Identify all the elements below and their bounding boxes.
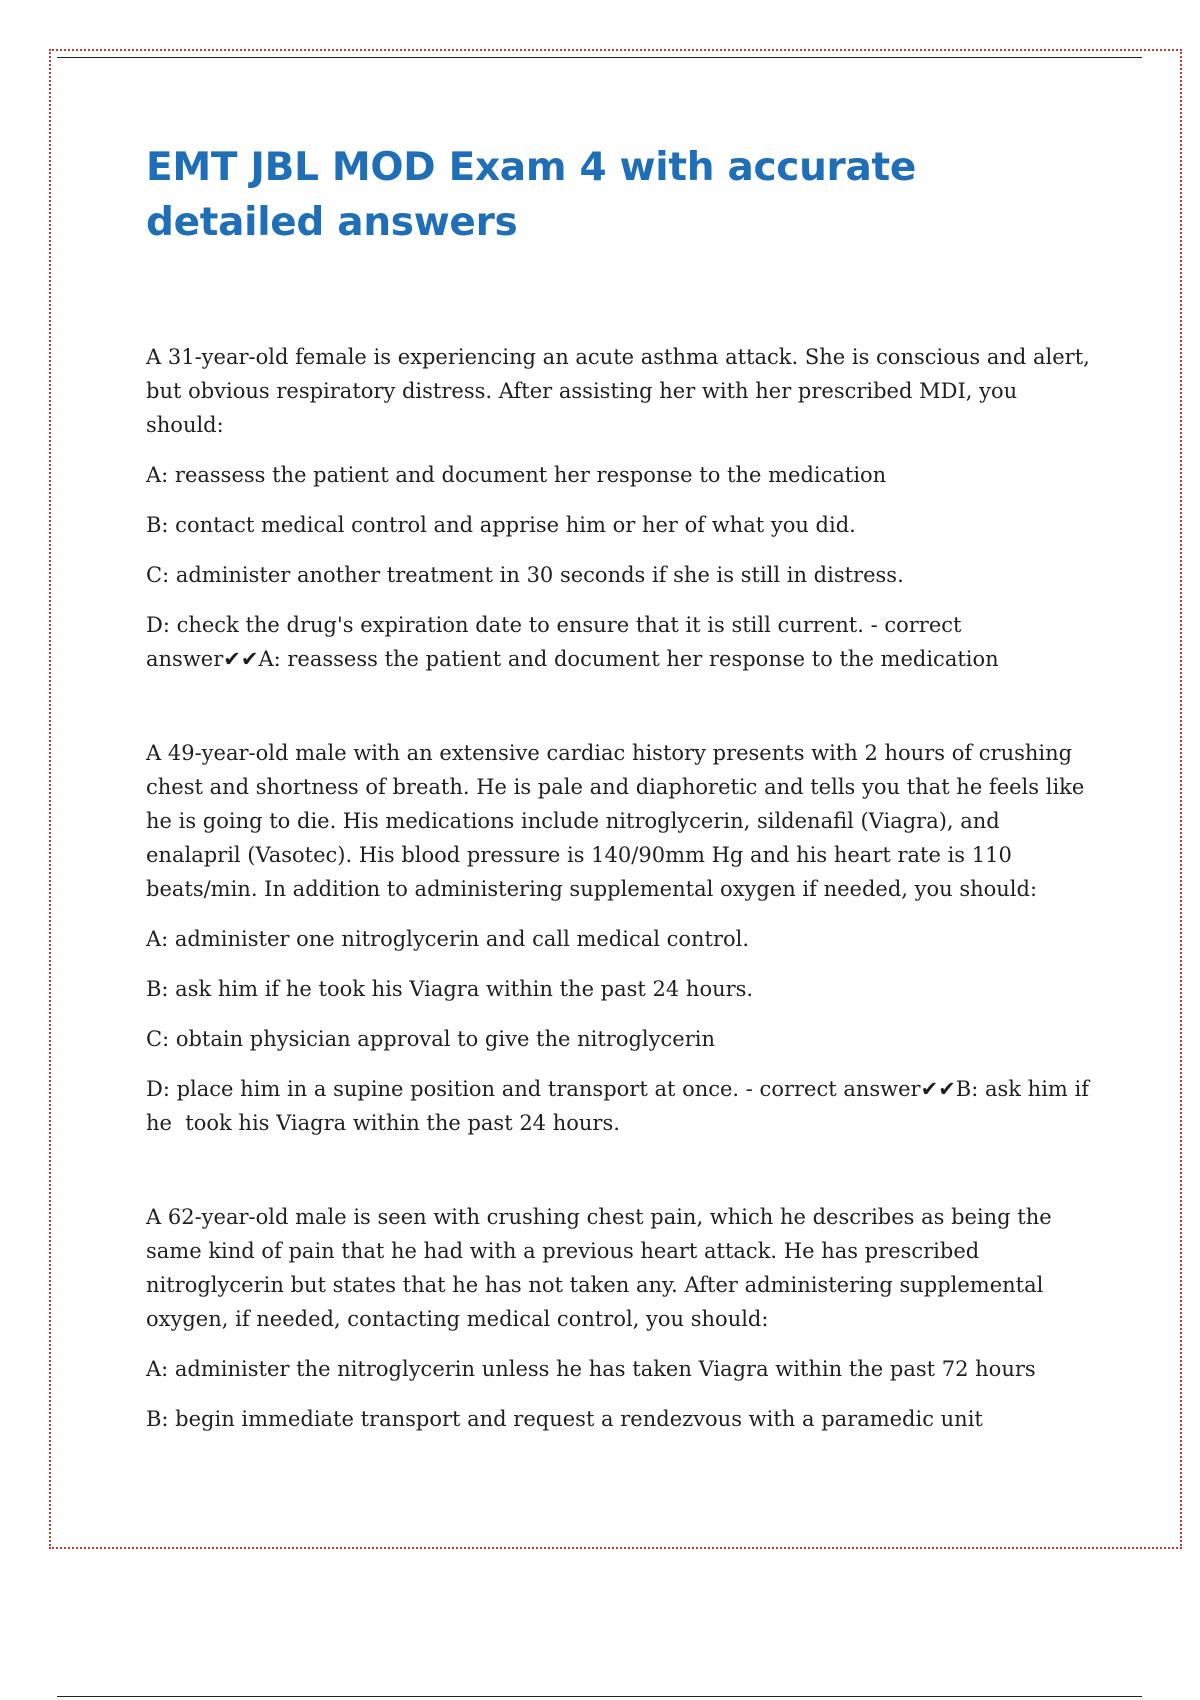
title-line-2: detailed answers <box>146 200 518 245</box>
question-2-stem: A 49-year-old male with an extensive cardiac history presents with 2 hours of crushing chest and shortness of breath. He is pale and diaphoretic and tells you that he feels like he is going to die. His medications include nitroglycerin, sildenafil (Viagra), and enalapril (Vasotec). His blood pressure is 140/90mm Hg and his heart rate is 110 beats/min. In addition to administering supplemental oxygen if needed, you should: <box>146 741 1085 901</box>
question-1-option-d-answer: D: check the drug's expiration date to ensure that it is still current. - correct answer✔✔A: reassess the patient and document her response to the medication <box>146 613 999 671</box>
question-1-option-b: B: contact medical control and apprise him or her of what you did. <box>146 513 856 537</box>
header-rule <box>57 57 1142 58</box>
title-line-1: EMT JBL MOD Exam 4 with accurate <box>146 145 917 190</box>
question-2-option-d-answer: D: place him in a supine position and transport at once. - correct answer✔✔B: ask him if he took his Viagra within the past 24 hours. <box>146 1077 1096 1135</box>
question-1-stem: A 31-year-old female is experiencing an acute asthma attack. She is conscious and alert, but obvious respiratory distress. After assisting her with her prescribed MDI, you should: <box>146 345 1090 437</box>
question-2-option-a: A: administer one nitroglycerin and call medical control. <box>146 927 750 951</box>
question-1-option-c: C: administer another treatment in 30 seconds if she is still in distress. <box>146 563 904 587</box>
question-3 <box>146 1200 1096 1436</box>
question-2-option-c: C: obtain physician approval to give the nitroglycerin <box>146 1027 715 1051</box>
question-3-option-b: B: begin immediate transport and request a rendezvous with a paramedic unit <box>146 1407 983 1431</box>
question-2-option-b: B: ask him if he took his Viagra within the past 24 hours. <box>146 977 754 1001</box>
question-list <box>146 340 1096 1436</box>
document-content <box>146 140 1096 1496</box>
question-1-option-a: A: reassess the patient and document her response to the medication <box>146 463 887 487</box>
question-3-option-a: A: administer the nitroglycerin unless he has taken Viagra within the past 72 hours <box>146 1357 1036 1381</box>
footer-rule <box>57 1696 1142 1697</box>
document-title <box>146 140 1096 250</box>
question-2 <box>146 736 1096 1140</box>
question-1 <box>146 340 1096 676</box>
question-3-stem: A 62-year-old male is seen with crushing chest pain, which he describes as being the same kind of pain that he had with a previous heart attack. He has prescribed nitroglycerin but states that he has not taken any. After administering supplemental oxygen, if needed, contacting medical control, you should: <box>146 1205 1052 1331</box>
